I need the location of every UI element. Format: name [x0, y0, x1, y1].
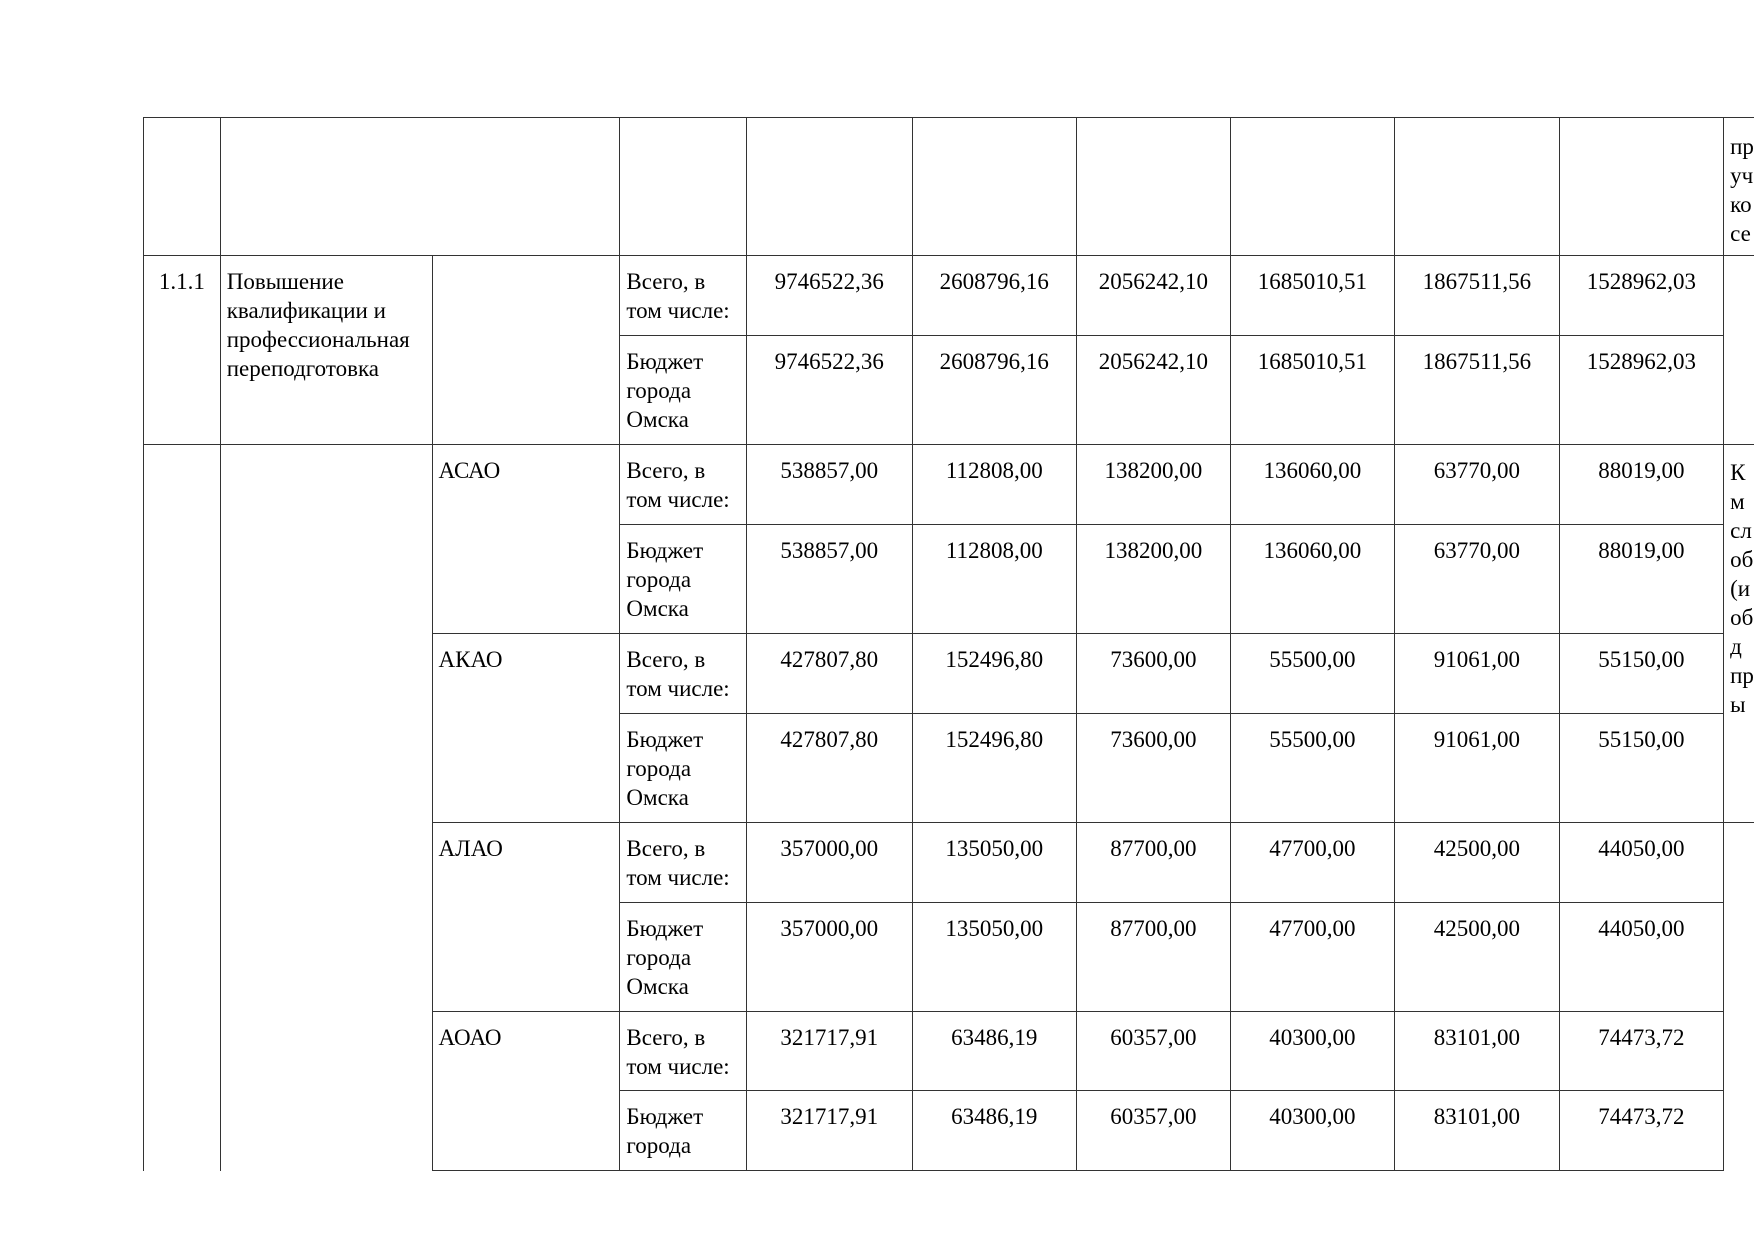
value-cell: 135050,00 [912, 823, 1077, 903]
row-label: Бюджет города [620, 1091, 747, 1171]
value-cell: 74473,72 [1559, 1012, 1724, 1091]
row-label: Всего, в том числе: [620, 1012, 747, 1091]
value-cell: 88019,00 [1559, 445, 1724, 525]
header-row [144, 118, 1754, 256]
section-row-total [144, 256, 1754, 336]
document-page [143, 117, 1754, 1171]
value-cell: 112808,00 [912, 525, 1077, 634]
value-cell: 60357,00 [1077, 1012, 1231, 1091]
value-cell: 83101,00 [1395, 1012, 1559, 1091]
value-cell: 42500,00 [1395, 823, 1559, 903]
header-cell-value [1559, 118, 1724, 256]
header-cell-value [912, 118, 1077, 256]
value-cell: 47700,00 [1230, 903, 1395, 1012]
row-label: Бюджет города Омска [620, 903, 747, 1012]
row-label: Бюджет города Омска [620, 525, 747, 634]
district-index-empty [144, 445, 221, 1171]
row-label: Всего, в том числе: [620, 823, 747, 903]
value-cell: 9746522,36 [747, 256, 912, 336]
value-cell: 321717,91 [747, 1012, 912, 1091]
value-cell: 63770,00 [1395, 445, 1559, 525]
row-label: Всего, в том числе: [620, 634, 747, 714]
value-cell: 87700,00 [1077, 823, 1231, 903]
district-side-text: К м сл об (и об д пр ы [1724, 445, 1754, 823]
value-cell: 83101,00 [1395, 1091, 1559, 1171]
value-cell: 63486,19 [912, 1012, 1077, 1091]
value-cell: 427807,80 [747, 634, 912, 714]
value-cell: 55150,00 [1559, 714, 1724, 823]
value-cell: 538857,00 [747, 445, 912, 525]
header-cell-name [220, 118, 620, 256]
value-cell: 60357,00 [1077, 1091, 1231, 1171]
district-row-total [144, 445, 1754, 525]
value-cell: 2056242,10 [1077, 256, 1231, 336]
district-name: АЛАО [432, 823, 620, 1012]
value-cell: 1867511,56 [1395, 336, 1559, 445]
section-name: Повышение квалификации и профессиональная переподготовка [220, 256, 432, 445]
value-cell: 40300,00 [1230, 1012, 1395, 1091]
header-cell-index [144, 118, 221, 256]
value-cell: 55500,00 [1230, 634, 1395, 714]
value-cell: 1685010,51 [1230, 336, 1395, 445]
header-cell-value [1230, 118, 1395, 256]
value-cell: 1528962,03 [1559, 336, 1724, 445]
value-cell: 87700,00 [1077, 903, 1231, 1012]
value-cell: 2608796,16 [912, 336, 1077, 445]
value-cell: 63486,19 [912, 1091, 1077, 1171]
value-cell: 2608796,16 [912, 256, 1077, 336]
header-cell-value [1395, 118, 1559, 256]
funding-table [143, 117, 1754, 1171]
value-cell: 42500,00 [1395, 903, 1559, 1012]
district-name-empty [220, 445, 432, 1171]
section-index: 1.1.1 [144, 256, 221, 445]
district-name: АКАО [432, 634, 620, 823]
value-cell: 136060,00 [1230, 525, 1395, 634]
value-cell: 73600,00 [1077, 714, 1231, 823]
district-name: АСАО [432, 445, 620, 634]
value-cell: 1528962,03 [1559, 256, 1724, 336]
row-label: Бюджет города Омска [620, 336, 747, 445]
value-cell: 135050,00 [912, 903, 1077, 1012]
row-label: Бюджет города Омска [620, 714, 747, 823]
value-cell: 1867511,56 [1395, 256, 1559, 336]
row-label: Всего, в том числе: [620, 256, 747, 336]
value-cell: 91061,00 [1395, 714, 1559, 823]
value-cell: 2056242,10 [1077, 336, 1231, 445]
value-cell: 538857,00 [747, 525, 912, 634]
value-cell: 47700,00 [1230, 823, 1395, 903]
value-cell: 74473,72 [1559, 1091, 1724, 1171]
value-cell: 427807,80 [747, 714, 912, 823]
value-cell: 112808,00 [912, 445, 1077, 525]
value-cell: 321717,91 [747, 1091, 912, 1171]
value-cell: 73600,00 [1077, 634, 1231, 714]
value-cell: 138200,00 [1077, 525, 1231, 634]
value-cell: 357000,00 [747, 823, 912, 903]
value-cell: 63770,00 [1395, 525, 1559, 634]
value-cell: 40300,00 [1230, 1091, 1395, 1171]
header-cell-value [747, 118, 912, 256]
value-cell: 152496,80 [912, 634, 1077, 714]
row-label: Всего, в том числе: [620, 445, 747, 525]
value-cell: 44050,00 [1559, 823, 1724, 903]
value-cell: 136060,00 [1230, 445, 1395, 525]
value-cell: 44050,00 [1559, 903, 1724, 1012]
value-cell: 88019,00 [1559, 525, 1724, 634]
value-cell: 1685010,51 [1230, 256, 1395, 336]
header-cell-value [1077, 118, 1231, 256]
side-empty [1724, 823, 1754, 1171]
value-cell: 91061,00 [1395, 634, 1559, 714]
value-cell: 55500,00 [1230, 714, 1395, 823]
district-name: АОАО [432, 1012, 620, 1171]
header-side-text: пр уч ко се [1724, 118, 1754, 256]
section-side-empty [1724, 256, 1754, 445]
value-cell: 9746522,36 [747, 336, 912, 445]
section-district-empty [432, 256, 620, 445]
value-cell: 357000,00 [747, 903, 912, 1012]
header-cell-source [620, 118, 747, 256]
value-cell: 152496,80 [912, 714, 1077, 823]
value-cell: 55150,00 [1559, 634, 1724, 714]
value-cell: 138200,00 [1077, 445, 1231, 525]
